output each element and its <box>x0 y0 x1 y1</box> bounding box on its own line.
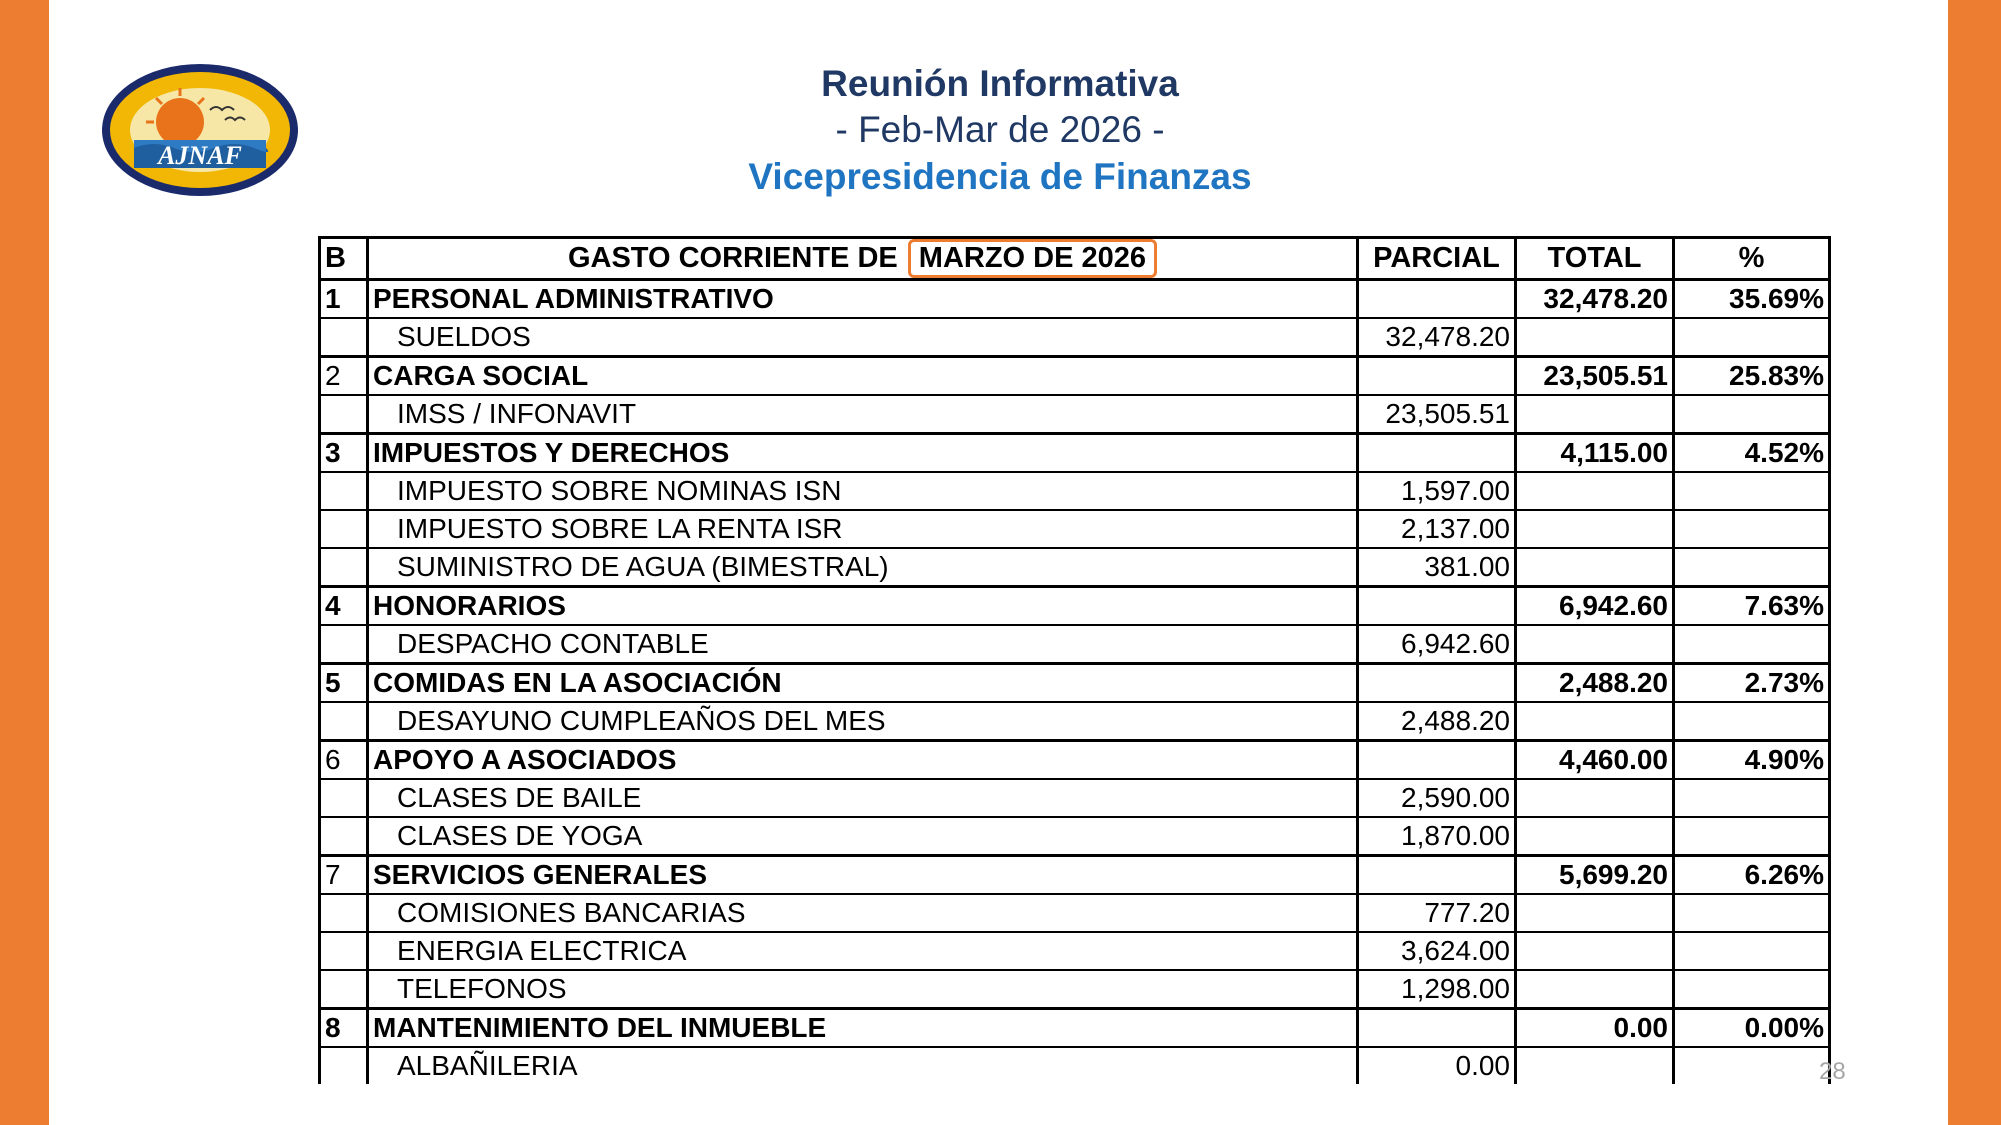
row-percent <box>1674 510 1830 548</box>
row-total: 23,505.51 <box>1516 357 1674 396</box>
category-row <box>320 357 1830 396</box>
row-code <box>320 817 368 856</box>
row-total: 6,942.60 <box>1516 587 1674 626</box>
row-total <box>1516 318 1674 357</box>
association-logo-icon <box>100 60 300 200</box>
row-parcial: 23,505.51 <box>1358 395 1516 434</box>
category-row <box>320 434 1830 473</box>
row-parcial <box>1358 280 1516 319</box>
row-total <box>1516 702 1674 741</box>
row-name: SERVICIOS GENERALES <box>368 856 1358 895</box>
category-row <box>320 280 1830 319</box>
table-header-row <box>320 238 1830 280</box>
row-percent: 0.00% <box>1674 1009 1830 1048</box>
row-parcial: 32,478.20 <box>1358 318 1516 357</box>
row-name: IMPUESTO SOBRE NOMINAS ISN <box>368 472 1358 510</box>
row-percent <box>1674 472 1830 510</box>
header-total: TOTAL <box>1516 238 1674 280</box>
row-name: PERSONAL ADMINISTRATIVO <box>368 280 1358 319</box>
row-total: 2,488.20 <box>1516 664 1674 703</box>
row-code: 7 <box>320 856 368 895</box>
item-row <box>320 548 1830 587</box>
row-total <box>1516 548 1674 587</box>
row-percent <box>1674 970 1830 1009</box>
row-total <box>1516 817 1674 856</box>
row-percent <box>1674 548 1830 587</box>
row-parcial: 777.20 <box>1358 894 1516 932</box>
row-code <box>320 970 368 1009</box>
row-percent <box>1674 817 1830 856</box>
row-percent <box>1674 702 1830 741</box>
row-name: TELEFONOS <box>368 970 1358 1009</box>
row-name: COMISIONES BANCARIAS <box>368 894 1358 932</box>
slide-subtitle: - Feb-Mar de 2026 - <box>835 109 1165 151</box>
row-parcial <box>1358 741 1516 780</box>
row-code: 6 <box>320 741 368 780</box>
row-total <box>1516 970 1674 1009</box>
row-parcial <box>1358 856 1516 895</box>
row-code: 5 <box>320 664 368 703</box>
row-percent <box>1674 1047 1830 1084</box>
row-name: SUMINISTRO DE AGUA (BIMESTRAL) <box>368 548 1358 587</box>
row-percent <box>1674 318 1830 357</box>
row-code <box>320 894 368 932</box>
header-percent: % <box>1674 238 1830 280</box>
row-parcial: 0.00 <box>1358 1047 1516 1084</box>
row-name: CARGA SOCIAL <box>368 357 1358 396</box>
row-total <box>1516 894 1674 932</box>
row-percent: 35.69% <box>1674 280 1830 319</box>
row-parcial: 1,298.00 <box>1358 970 1516 1009</box>
item-row <box>320 510 1830 548</box>
row-percent <box>1674 395 1830 434</box>
row-parcial: 6,942.60 <box>1358 625 1516 664</box>
item-row <box>320 395 1830 434</box>
row-parcial <box>1358 357 1516 396</box>
row-code <box>320 510 368 548</box>
item-row <box>320 318 1830 357</box>
row-total <box>1516 779 1674 817</box>
row-percent: 7.63% <box>1674 587 1830 626</box>
department-title: Vicepresidencia de Finanzas <box>748 155 1252 197</box>
row-name: DESPACHO CONTABLE <box>368 625 1358 664</box>
row-parcial: 1,870.00 <box>1358 817 1516 856</box>
row-parcial <box>1358 1009 1516 1048</box>
expense-table <box>318 236 1831 1084</box>
category-row <box>320 587 1830 626</box>
row-code <box>320 932 368 970</box>
row-code: 3 <box>320 434 368 473</box>
category-row <box>320 741 1830 780</box>
row-code <box>320 779 368 817</box>
row-code: 4 <box>320 587 368 626</box>
row-name: DESAYUNO CUMPLEAÑOS DEL MES <box>368 702 1358 741</box>
row-parcial: 2,137.00 <box>1358 510 1516 548</box>
row-name: COMIDAS EN LA ASOCIACIÓN <box>368 664 1358 703</box>
header-b: B <box>320 238 368 280</box>
header-concept <box>368 238 1358 280</box>
table-body <box>320 280 1830 1085</box>
row-percent: 2.73% <box>1674 664 1830 703</box>
category-row <box>320 856 1830 895</box>
row-parcial: 3,624.00 <box>1358 932 1516 970</box>
row-total: 4,115.00 <box>1516 434 1674 473</box>
row-percent: 4.52% <box>1674 434 1830 473</box>
slide-title: Reunión Informativa <box>821 63 1179 104</box>
row-name: CLASES DE YOGA <box>368 817 1358 856</box>
header-title-prefix: GASTO CORRIENTE DE <box>567 242 898 274</box>
row-parcial: 381.00 <box>1358 548 1516 587</box>
header-title-highlight: MARZO DE 2026 <box>908 239 1157 278</box>
row-total <box>1516 395 1674 434</box>
row-total: 0.00 <box>1516 1009 1674 1048</box>
item-row <box>320 932 1830 970</box>
row-percent <box>1674 894 1830 932</box>
row-code <box>320 472 368 510</box>
row-name: HONORARIOS <box>368 587 1358 626</box>
row-parcial: 2,488.20 <box>1358 702 1516 741</box>
item-row <box>320 894 1830 932</box>
header-parcial: PARCIAL <box>1358 238 1516 280</box>
row-name: APOYO A ASOCIADOS <box>368 741 1358 780</box>
row-parcial: 1,597.00 <box>1358 472 1516 510</box>
row-code: 8 <box>320 1009 368 1048</box>
row-code <box>320 702 368 741</box>
row-parcial: 2,590.00 <box>1358 779 1516 817</box>
row-code <box>320 395 368 434</box>
row-percent <box>1674 779 1830 817</box>
item-row <box>320 779 1830 817</box>
row-code: 1 <box>320 280 368 319</box>
row-name: MANTENIMIENTO DEL INMUEBLE <box>368 1009 1358 1048</box>
row-code: 2 <box>320 357 368 396</box>
page-number: 28 <box>1819 1058 1846 1085</box>
item-row <box>320 817 1830 856</box>
row-percent: 25.83% <box>1674 357 1830 396</box>
row-name: IMPUESTO SOBRE LA RENTA ISR <box>368 510 1358 548</box>
row-total <box>1516 472 1674 510</box>
row-total <box>1516 932 1674 970</box>
row-name: ALBAÑILERIA <box>368 1047 1358 1084</box>
item-row <box>320 625 1830 664</box>
right-accent-bar <box>1948 0 2001 1125</box>
category-row <box>320 1009 1830 1048</box>
row-percent <box>1674 932 1830 970</box>
row-name: SUELDOS <box>368 318 1358 357</box>
slide-header <box>600 62 1400 199</box>
row-percent <box>1674 625 1830 664</box>
row-percent: 6.26% <box>1674 856 1830 895</box>
row-code <box>320 548 368 587</box>
row-name: IMSS / INFONAVIT <box>368 395 1358 434</box>
row-total: 32,478.20 <box>1516 280 1674 319</box>
row-code <box>320 318 368 357</box>
row-name: IMPUESTOS Y DERECHOS <box>368 434 1358 473</box>
row-name: CLASES DE BAILE <box>368 779 1358 817</box>
row-code <box>320 625 368 664</box>
logo-text: AJNAF <box>158 141 242 170</box>
row-code <box>320 1047 368 1084</box>
category-row <box>320 664 1830 703</box>
item-row <box>320 1047 1830 1084</box>
row-total <box>1516 1047 1674 1084</box>
left-accent-bar <box>0 0 49 1125</box>
row-percent: 4.90% <box>1674 741 1830 780</box>
item-row <box>320 970 1830 1009</box>
row-total <box>1516 510 1674 548</box>
row-total: 5,699.20 <box>1516 856 1674 895</box>
row-total <box>1516 625 1674 664</box>
item-row <box>320 472 1830 510</box>
row-parcial <box>1358 587 1516 626</box>
row-name: ENERGIA ELECTRICA <box>368 932 1358 970</box>
row-parcial <box>1358 434 1516 473</box>
row-total: 4,460.00 <box>1516 741 1674 780</box>
item-row <box>320 702 1830 741</box>
row-parcial <box>1358 664 1516 703</box>
